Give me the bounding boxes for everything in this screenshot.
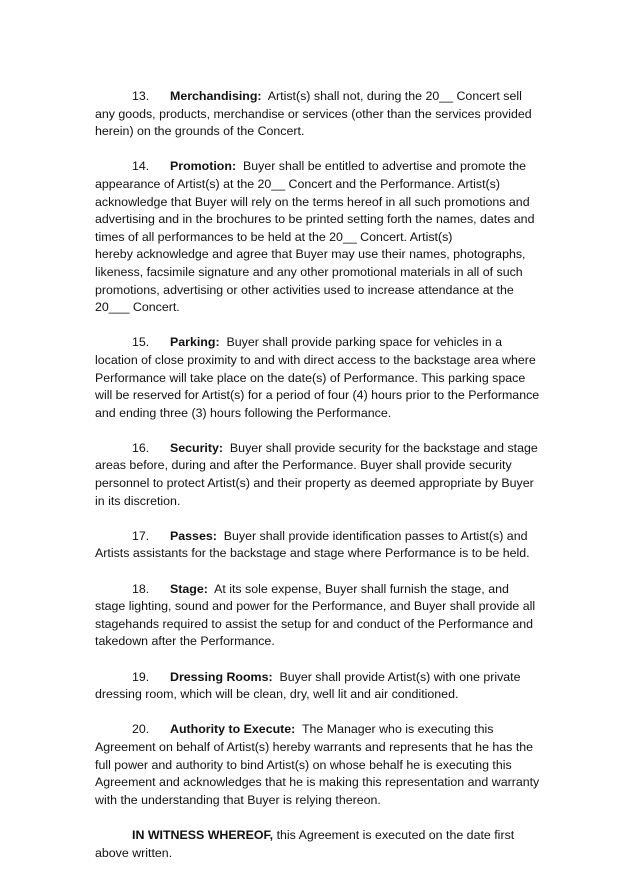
section-text: Buyer shall provide Artist(s) with one private [279,669,521,684]
section-text: any goods, products, merchandise or services (other than the services provided [95,106,532,121]
section-text: hereby acknowledge and agree that Buyer may use their names, photographs, [95,247,526,262]
section-text: Buyer shall be entitled to advertise and promote the [242,159,527,174]
section-18 [95,581,547,651]
section-text: areas before, during and after the Performance. Buyer shall provide security [95,458,512,473]
section-20 [95,721,547,809]
section-heading: Passes: [170,528,217,543]
section-text: herein) on the grounds of the Concert. [95,124,305,139]
section-heading: Merchandising: [170,89,262,103]
section-13 [95,88,547,141]
section-text: times of all performances to be held at the 20__ Concert. Artist(s) [95,229,453,244]
section-text: Buyer shall provide identification passes to Artist(s) and [223,528,528,543]
section-text: and ending three (3) hours following the Performance. [95,405,392,420]
section-text: Agreement and acknowledges that he is making this representation and warranty [95,775,540,790]
section-text: takedown after the Performance. [95,634,275,649]
section-text: At its sole expense, Buyer shall furnish the stage, and [214,581,509,596]
section-text: dressing room, which will be clean, dry, well lit and air conditioned. [95,687,459,702]
section-number: 15. [132,335,150,350]
section-number: 14. [132,159,150,174]
section-heading: Parking: [170,335,220,350]
section-text: stage lighting, sound and power for the Performance, and Buyer shall provide all [95,599,536,614]
section-heading: Authority to Execute: [170,722,296,737]
section-text: with the understanding that Buyer is relying thereon. [95,792,381,807]
section-14 [95,158,547,316]
section-number: 20. [132,722,150,737]
section-heading: Stage: [170,581,208,596]
witness-text: above written. [95,845,173,860]
section-text: in its discretion. [95,493,181,508]
section-text: likeness, facsimile signature and any other promotional materials in all of such [95,264,523,279]
section-text: stagehands required to assist the setup for and conduct of the Performance and [95,616,534,631]
section-text: Agreement on behalf of Artist(s) hereby warrants and represents that he has the [95,739,534,754]
section-heading: Dressing Rooms: [170,669,273,684]
section-text: full power and authority to bind Artist(s) on whose behalf he is executing this [95,757,512,772]
section-16 [95,440,547,510]
section-number: 18. [132,581,150,596]
section-number: 17. [132,528,150,543]
document-page [95,88,547,880]
section-text: location of close proximity to and with direct access to the backstage area where [95,352,536,367]
section-number: 19. [132,669,150,684]
section-number: 16. [132,440,150,455]
section-text: personnel to protect Artist(s) and their property as deemed appropriate by Buyer [95,476,534,491]
section-text: The Manager who is executing this [301,722,494,737]
section-text: 20___ Concert. [95,300,180,315]
section-text: promotions, advertising or other activities used to increase attendance at the [95,282,514,297]
section-17 [95,528,547,563]
witness-heading: IN WITNESS WHEREOF, [132,827,274,842]
section-text: Artist(s) shall not, during the 20__ Concert sell [267,89,522,103]
section-text: advertising and in the brochures to be printed setting forth the names, dates and [95,212,535,227]
section-text: appearance of Artist(s) at the 20__ Concert and the Performance. Artist(s) [95,176,500,191]
section-text: Performance will take place on the date(s) of Performance. This parking space [95,370,526,385]
witness-text: this Agreement is executed on the date first [276,827,515,842]
section-text: Artists assistants for the backstage and stage where Performance is to be held. [95,546,530,561]
section-text: acknowledge that Buyer will rely on the terms hereof in all such promotions and [95,194,530,209]
section-text: will be reserved for Artist(s) for a period of four (4) hours prior to the Performance [95,388,540,403]
witness-clause [95,827,547,862]
section-heading: Security: [170,440,224,455]
section-text: Buyer shall provide security for the backstage and stage [229,440,538,455]
section-19 [95,669,547,704]
section-number: 13. [132,89,150,103]
section-heading: Promotion: [170,159,237,174]
section-text: Buyer shall provide parking space for vehicles in a [226,335,502,350]
section-15 [95,334,547,422]
